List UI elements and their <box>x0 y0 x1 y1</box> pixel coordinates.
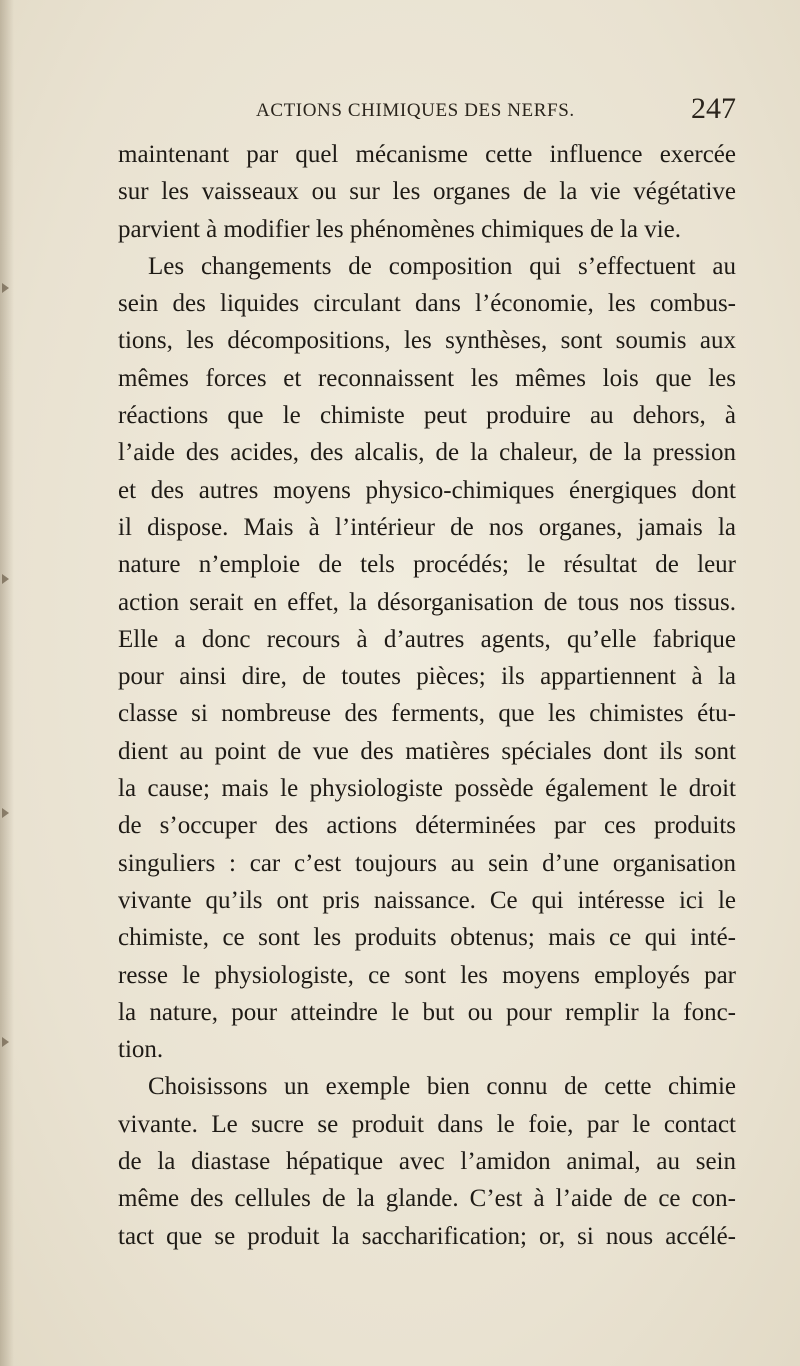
text-line: action serait en effet, la désorganisation de tous nos tissus. <box>118 588 736 616</box>
text-line: dient au point de vue des matières spéciales dont ils sont <box>118 737 736 765</box>
text-line: Elle a donc recours à d’autres agents, qu’elle fabrique <box>118 625 736 653</box>
text-line: réactions que le chimiste peut produire au dehors, à <box>118 402 736 430</box>
text-line: tion. <box>118 1036 164 1064</box>
text-line: tions, les décompositions, les synthèses, sont soumis aux <box>118 327 736 355</box>
text-line: tact que se produit la saccharification; or, si nous accélé- <box>118 1222 736 1250</box>
margin-mark <box>2 808 9 818</box>
text-line: la cause; mais le physiologiste possède également le droit <box>118 775 736 803</box>
text-line: il dispose. Mais à l’intérieur de nos organes, jamais la <box>118 513 736 541</box>
text-line: Choisissons un exemple bien connu de cette chimie <box>148 1073 736 1101</box>
text-line: et des autres moyens physico-chimiques énergiques dont <box>118 476 736 504</box>
text-line: de la diastase hépatique avec l’amidon animal, au sein <box>118 1148 736 1176</box>
text-line: resse le physiologiste, ce sont les moyens employés par <box>118 961 736 989</box>
text-line: sur les vaisseaux ou sur les organes de la vie végétative <box>118 178 736 206</box>
text-line: vivante qu’ils ont pris naissance. Ce qui intéresse ici le <box>118 886 736 914</box>
page-header <box>256 92 736 132</box>
text-line: de s’occuper des actions déterminées par ces produits <box>118 812 736 840</box>
text-line: l’aide des acides, des alcalis, de la chaleur, de la pression <box>118 439 736 467</box>
text-line: parvient à modifier les phénomènes chimiques de la vie. <box>118 215 682 243</box>
text-line: la nature, pour atteindre le but ou pour remplir la fonc- <box>118 998 736 1026</box>
text-line: même des cellules de la glande. C’est à l’aide de ce con- <box>118 1185 736 1213</box>
text-line: classe si nombreuse des ferments, que les chimistes étu- <box>118 700 736 728</box>
text-line: mêmes forces et reconnaissent les mêmes lois que les <box>118 364 736 392</box>
text-line: pour ainsi dire, de toutes pièces; ils appartiennent à la <box>118 663 736 691</box>
text-line: sein des liquides circulant dans l’économie, les combus- <box>118 290 736 318</box>
text-line: nature n’emploie de tels procédés; le résultat de leur <box>118 551 736 579</box>
text-line: chimiste, ce sont les produits obtenus; mais ce qui inté- <box>118 924 736 952</box>
margin-mark <box>2 283 9 293</box>
text-line: vivante. Le sucre se produit dans le foie, par le contact <box>118 1110 736 1138</box>
text-line: Les changements de composition qui s’effectuent au <box>148 252 736 280</box>
running-head: ACTIONS CHIMIQUES DES NERFS. <box>256 100 575 121</box>
page-number: 247 <box>691 92 736 125</box>
margin-mark <box>2 574 9 584</box>
margin-mark <box>2 1037 9 1047</box>
spine-shadow <box>0 0 14 1366</box>
text-line: singuliers : car c’est toujours au sein d’une organisation <box>118 849 736 877</box>
body-text <box>118 136 736 1255</box>
text-line: maintenant par quel mécanisme cette influence exercée <box>118 141 736 168</box>
